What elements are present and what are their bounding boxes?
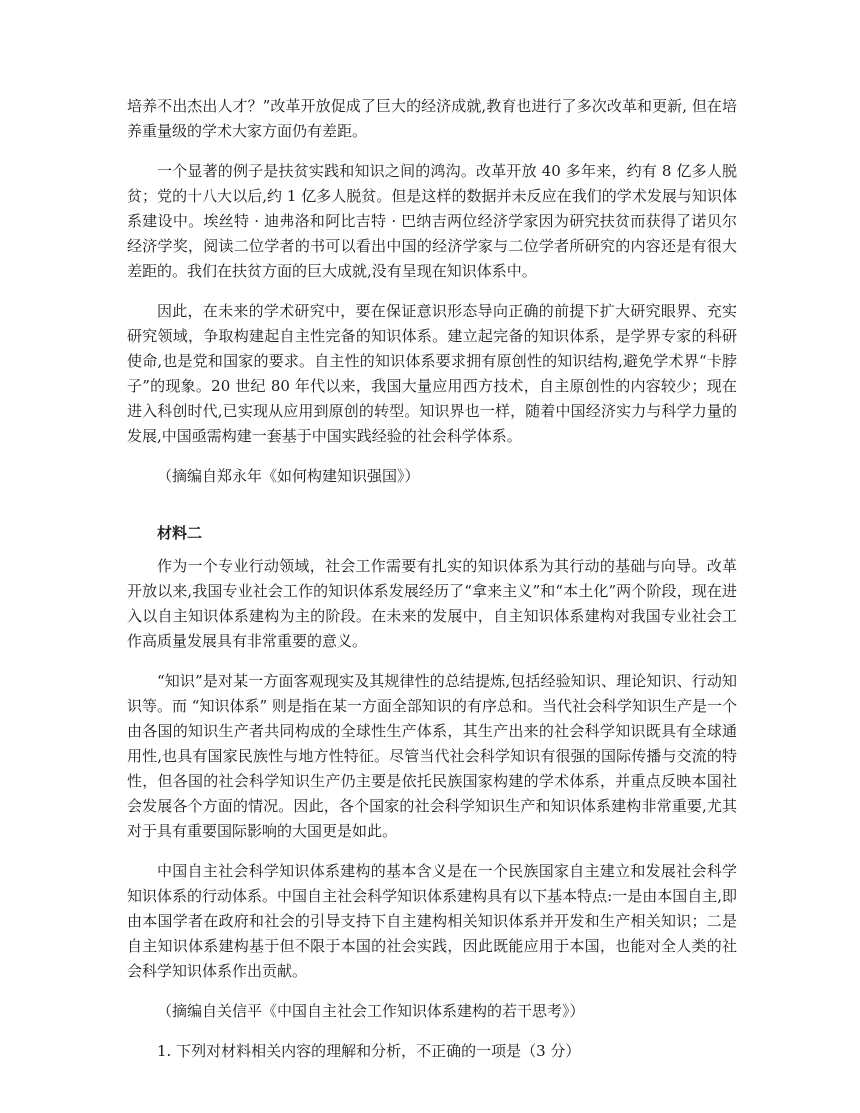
material1-paragraph-1: 培养不出杰出人才？”改革开放促成了巨大的经济成就,教育也进行了多次改革和更新, 但在培养重量级的学术大家方面仍有差距。 [127, 97, 737, 140]
material2-source: （摘编自关信平《中国自主社会工作知识体系建构的若干思考》） [157, 1002, 585, 1020]
material2-paragraph-1: 作为一个专业行动领域，社会工作需要有扎实的知识体系为其行动的基础与向导。改革开放以来,我国专业社会工作的知识体系发展经历了“拿来主义”和“本土化”两个阶段，现在进入以自主知识体系建构为主的阶段。在未来的发展中，自主知识体系建构对我国专业社会工作高质量发展具有非常重要的意义。 [127, 557, 737, 650]
material2-paragraph-3: 中国自主社会科学知识体系建构的基本含义是在一个民族国家自主建立和发展社会科学知识体系的行动体系。中国自主社会科学知识体系建构具有以下基本特点:一是由本国自主,即由本国学者在政府和社会的引导支持下自主建构相关知识体系并开发和生产相关知识；二是自主知识体系建构基于但不限于本国的社会实践，因此既能应用于本国，也能对全人类的社会科学知识体系作出贡献。 [127, 862, 737, 980]
document-page [127, 94, 737, 1064]
material1-source: （摘编自郑永年《如何构建知识强国》） [157, 467, 420, 485]
material1-paragraph-2: 一个显著的例子是扶贫实践和知识之间的鸿沟。改革开放 40 多年来，约有 8 亿多人脱贫；党的十八大以后,约 1 亿多人脱贫。但是这样的数据并未反应在我们的学术发展与知识体系建设中。埃丝特 · 迪弗洛和阿比吉特 · 巴纳吉两位经济学家因为研究扶贫而获得了诺贝尔经济学奖，阅读二位学者的书可以看出中国的经济学家与二位学者所研究的内容还是有很大差距的。我们在扶贫方面的巨大成就,没有呈现在知识体系中。 [127, 162, 737, 280]
question-1: 1. 下列对材料相关内容的理解和分析，不正确的一项是（3 分） [157, 1042, 581, 1060]
material2-paragraph-2: “知识”是对某一方面客观现实及其规律性的总结提炼,包括经验知识、理论知识、行动知识等。而 “知识体系” 则是指在某一方面全部知识的有序总和。当代社会科学知识生产是一个由各国的知识生产者共同构成的全球性生产体系，其生产出来的社会科学知识既具有全球通用性,也具有国家民族性与地方性特征。尽管当代社会科学知识有很强的国际传播与交流的特性，但各国的社会科学知识生产仍主要是依托民族国家构建的学术体系，并重点反映本国社会发展各个方面的情况。因此，各个国家的社会科学知识生产和知识体系建构非常重要,尤其对于具有重要国际影响的大国更是如此。 [127, 672, 737, 840]
material1-paragraph-3: 因此，在未来的学术研究中，要在保证意识形态导向正确的前提下扩大研究眼界、充实研究领域，争取构建起自主性完备的知识体系。建立起完备的知识体系，是学界专家的科研使命,也是党和国家的要求。自主性的知识体系要求拥有原创性的知识结构,避免学术界“卡脖子”的现象。20 世纪 80 年代以来，我国大量应用西方技术，自主原创性的内容较少；现在进入科创时代,已实现从应用到原创的转型。知识界也一样，随着中国经济实力与科学力量的发展,中国亟需构建一套基于中国实践经验的社会科学体系。 [127, 302, 737, 445]
material2-title: 材料二 [157, 524, 203, 542]
